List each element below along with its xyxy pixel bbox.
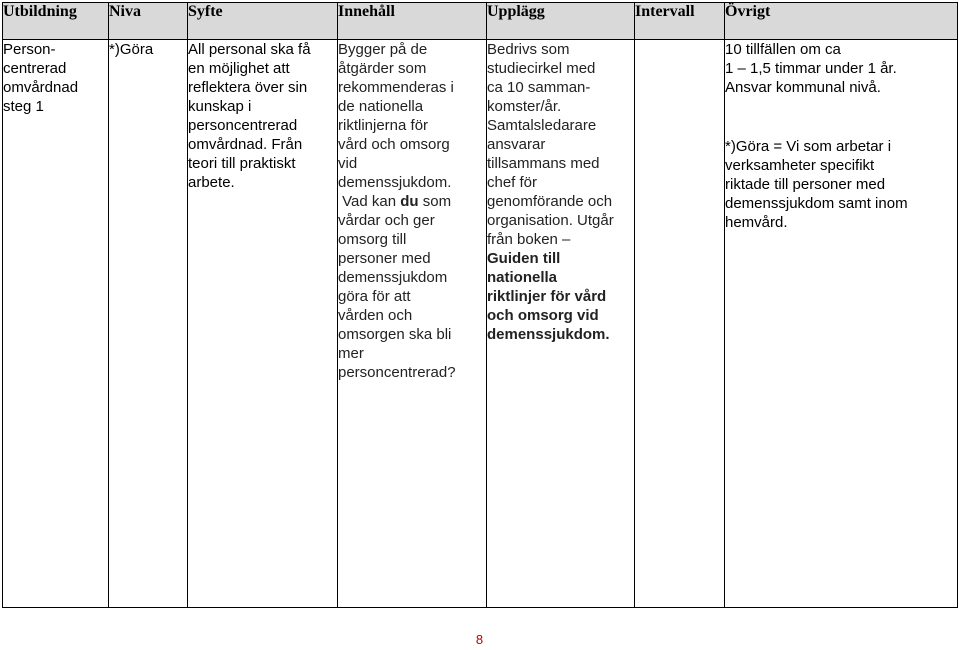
line: All personal ska få xyxy=(188,41,311,58)
line: genomförande och xyxy=(487,193,613,210)
line: verksamheter specifikt xyxy=(725,157,875,174)
line: vården och xyxy=(338,307,413,324)
book-title-line: demenssjukdom. xyxy=(487,326,610,343)
line: demenssjukdom xyxy=(338,269,448,286)
line: demenssjukdom samt inom xyxy=(725,195,908,212)
header-intervall: Intervall xyxy=(635,3,725,40)
book-title-line: riktlinjer för vård xyxy=(487,288,607,305)
line: rekommenderas i xyxy=(338,79,454,96)
line: omvårdnad xyxy=(3,79,79,96)
line: studiecirkel med xyxy=(487,60,596,77)
line: omvårdnad. Från xyxy=(188,136,303,153)
line: vårdar och ger xyxy=(338,212,435,229)
line: vid xyxy=(338,155,358,172)
header-utbildning: Utbildning xyxy=(3,3,109,40)
line: Person- xyxy=(3,41,56,58)
line: steg 1 xyxy=(3,98,44,115)
line: personcentrerad? xyxy=(338,364,456,381)
cell-innehall xyxy=(338,40,487,608)
line: komster/år. xyxy=(487,98,562,115)
header-syfte: Syfte xyxy=(188,3,338,40)
header-innehall: Innehåll xyxy=(338,3,487,40)
line: Samtalsledarare xyxy=(487,117,597,134)
question-pre: Vad kan xyxy=(338,193,401,210)
line: demenssjukdom. xyxy=(338,174,452,191)
book-title-line: nationella xyxy=(487,269,558,286)
header-upplagg: Upplägg xyxy=(487,3,635,40)
line: *)Göra xyxy=(109,41,154,58)
line: åtgärder som xyxy=(338,60,427,77)
line: omsorgen ska bli xyxy=(338,326,452,343)
line: göra för att xyxy=(338,288,411,305)
line: vård och omsorg xyxy=(338,136,450,153)
cell-syfte xyxy=(188,40,338,608)
line: personcentrerad xyxy=(188,117,298,134)
cell-upplagg xyxy=(487,40,635,608)
line: omsorg till xyxy=(338,231,407,248)
cell-intervall xyxy=(635,40,725,608)
cell-ovrigt xyxy=(725,40,958,608)
line: arbete. xyxy=(188,174,235,191)
line: kunskap i xyxy=(188,98,252,115)
line: tillsammans med xyxy=(487,155,600,172)
line: Ansvar kommunal nivå. xyxy=(725,79,881,96)
book-title-line: Guiden till xyxy=(487,250,561,267)
line: ca 10 samman- xyxy=(487,79,591,96)
question-bold: du xyxy=(400,193,419,210)
plan-table xyxy=(2,2,958,608)
line: riktade till personer med xyxy=(725,176,886,193)
question-post: som xyxy=(418,193,452,210)
cell-niva xyxy=(109,40,188,608)
cell-utbildning xyxy=(3,40,109,608)
line: en möjlighet att xyxy=(188,60,290,77)
line: mer xyxy=(338,345,364,362)
line: organisation. Utgår xyxy=(487,212,614,229)
paragraph-gap xyxy=(725,97,957,117)
paragraph-gap xyxy=(725,117,957,137)
line: 1 – 1,5 timmar under 1 år. xyxy=(725,60,897,77)
line: teori till praktiskt xyxy=(188,155,296,172)
header-niva: Niva xyxy=(109,3,188,40)
line: 10 tillfällen om ca xyxy=(725,41,841,58)
book-title-line: och omsorg vid xyxy=(487,307,599,324)
line: Bedrivs som xyxy=(487,41,570,58)
line: *)Göra = Vi som arbetar i xyxy=(725,138,892,155)
header-row xyxy=(3,3,958,40)
header-ovrigt: Övrigt xyxy=(725,3,958,40)
line: personer med xyxy=(338,250,431,267)
table-row xyxy=(3,40,958,608)
question-line xyxy=(338,192,486,211)
line: ansvarar xyxy=(487,136,546,153)
line: från boken – xyxy=(487,231,571,248)
line: Bygger på de xyxy=(338,41,428,58)
line: reflektera över sin xyxy=(188,79,308,96)
line: hemvård. xyxy=(725,214,788,231)
line: de nationella xyxy=(338,98,424,115)
line: centrerad xyxy=(3,60,67,77)
line: chef för xyxy=(487,174,538,191)
page-number: 8 xyxy=(475,632,484,647)
line: riktlinjerna för xyxy=(338,117,429,134)
